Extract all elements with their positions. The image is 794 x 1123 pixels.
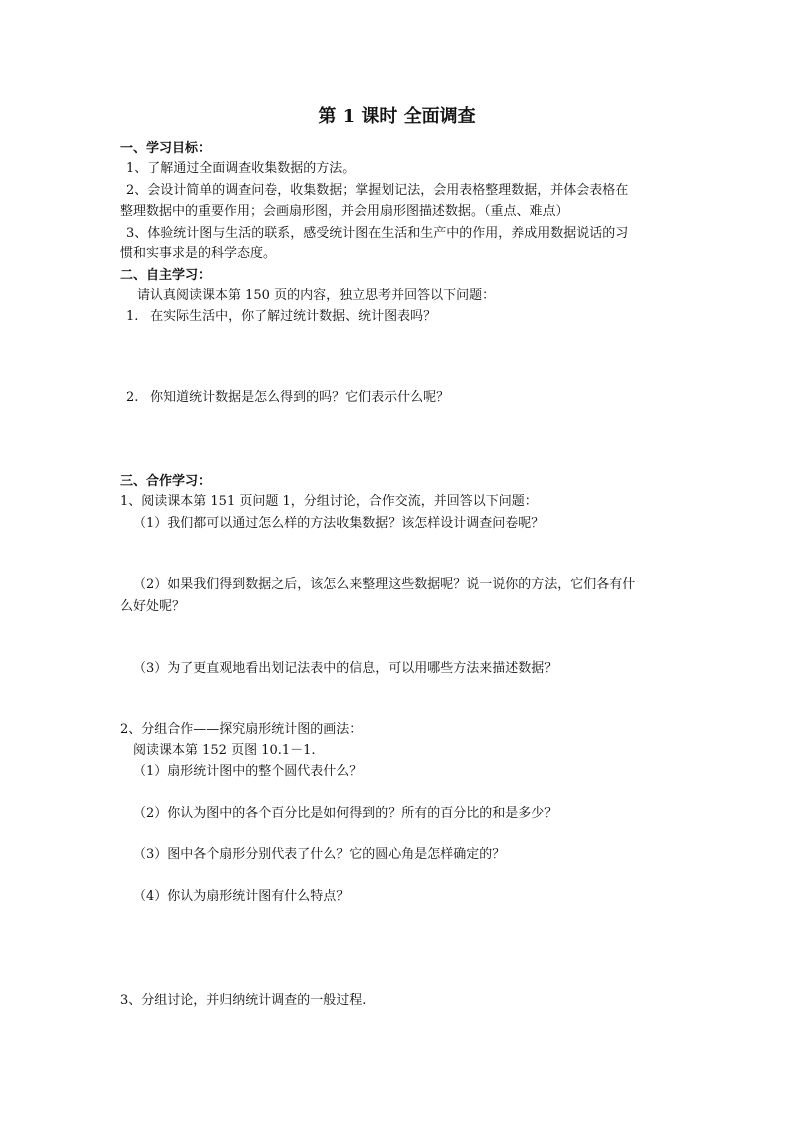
part2-question: （4）你认为扇形统计图有什么特点？ [133, 889, 350, 904]
objective-item: 1、了解通过全面调查收集数据的方法。 [126, 161, 356, 176]
objective-item: 惯和实事求是的科学态度。 [120, 246, 277, 261]
objective-item: 3、体验统计图与生活的联系，感受统计图在生活和生产中的作用，养成用数据说话的习 [126, 226, 629, 241]
question-text: 你知道统计数据是怎么得到的吗？它们表示什么呢？ [150, 390, 450, 405]
page-title: 第 1 课时 全面调查 [318, 106, 476, 127]
part1-question: （1）我们都可以通过怎么样的方法收集数据？该怎样设计调查问卷呢？ [133, 516, 545, 531]
part1-intro: 1、阅读课本第 151 页问题 1，分组讨论，合作交流，并回答以下问题： [120, 494, 538, 509]
part2-intro: 2、分组合作——探究扇形统计图的画法： [120, 722, 363, 737]
question-item [126, 307, 686, 327]
question-text: 在实际生活中，你了解过统计数据、统计图表吗？ [150, 309, 437, 324]
objective-item: 2、会设计简单的调查问卷，收集数据；掌握划记法，会用表格整理数据，并体会表格在 [126, 183, 629, 198]
section3-heading: 三、合作学习： [120, 474, 212, 489]
part2-question: （1）扇形统计图中的整个圆代表什么？ [133, 764, 363, 779]
question-item [126, 388, 686, 408]
part2-question: （3）图中各个扇形分别代表了什么？它的圆心角是怎样确定的？ [133, 847, 506, 862]
question-number: 2. [126, 390, 139, 405]
section1-heading: 一、学习目标： [120, 141, 212, 156]
part1-question: （2）如果我们得到数据之后，该怎么来整理这些数据呢？说一说你的方法，它们各有什 [133, 577, 636, 592]
part1-question: （3）为了更直观地看出划记法表中的信息，可以用哪些方法来描述数据？ [133, 661, 558, 676]
section2-heading: 二、自主学习： [120, 268, 212, 283]
part1-question-cont: 么好处呢？ [120, 599, 186, 614]
part3-intro: 3、分组讨论，并归纳统计调查的一般过程. [120, 993, 367, 1008]
part2-read: 阅读课本第 152 页图 10.1－1. [133, 743, 316, 758]
objective-item: 整理数据中的重要作用；会画扇形图，并会用扇形图描述数据。（重点、难点） [120, 204, 569, 219]
question-number: 1. [126, 309, 139, 324]
part2-question: （2）你认为图中的各个百分比是如何得到的？所有的百分比的和是多少？ [133, 806, 558, 821]
section2-intro: 请认真阅读课本第 150 页的内容，独立思考并回答以下问题： [137, 288, 496, 303]
